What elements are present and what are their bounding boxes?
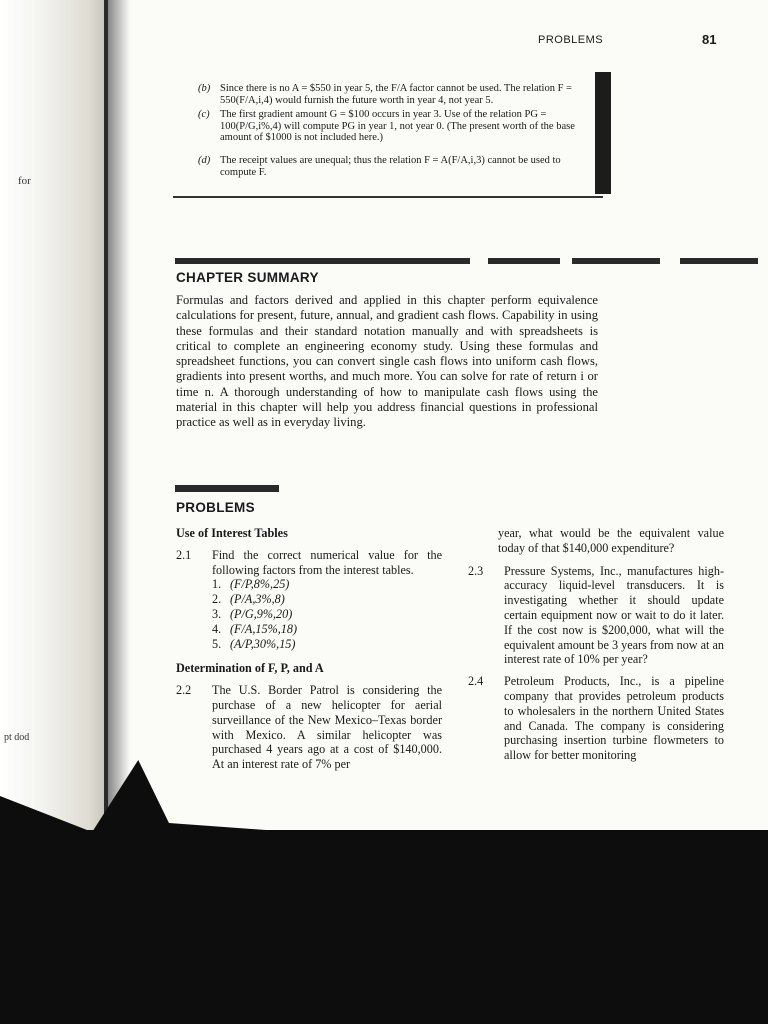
box-item-b <box>198 83 598 106</box>
page-number: 81 <box>702 32 717 47</box>
box-item-label: (d) <box>198 155 211 166</box>
problem-text: Find the correct numerical value for the following factors from the interest tables. <box>212 547 442 577</box>
list-number: 4. <box>212 621 222 636</box>
problem-text: The U.S. Border Patrol is considering the purchase of a new helicopter for aerial surveillance of the New Mexico–Texas border with Mexico. A similar helicopter was purchased 4 years ago at a cost of $140,000. At an interest rate of 7% per <box>212 683 442 772</box>
spine-shadow <box>108 0 130 830</box>
problem-2-4 <box>468 674 724 763</box>
factor-text: (P/G,9%,20) <box>230 606 293 621</box>
problem-number: 2.1 <box>176 547 192 562</box>
problems-heading: PROBLEMS <box>176 500 255 515</box>
subhead-interest-tables: Use of Interest Tables <box>176 526 288 540</box>
problems-left-column <box>176 526 442 779</box>
list-number: 5. <box>212 636 222 651</box>
factor-text: (F/A,15%,18) <box>230 621 298 636</box>
margin-note-top: for <box>18 175 31 187</box>
adjacent-page-margin <box>0 0 105 830</box>
box-item-text: Since there is no A = $550 in year 5, the F/A factor cannot be used. The relation F = 550(F/A,i,4) would furnish the future worth in year 4, not year 5. <box>220 83 572 106</box>
scan-black-border <box>0 830 768 1024</box>
problem-2-1 <box>176 548 442 652</box>
problem-2-3 <box>468 564 724 668</box>
problem-number: 2.3 <box>468 563 484 578</box>
box-item-text: The receipt values are unequal; thus the relation F = A(F/A,i,3) cannot be used to compute F. <box>220 155 561 178</box>
rule-break <box>660 258 680 264</box>
box-item-c <box>198 109 598 144</box>
margin-note-bottom: pt dod <box>4 732 30 743</box>
factor-text: (A/P,30%,15) <box>230 636 296 651</box>
rule-break <box>560 258 572 264</box>
factor-text: (F/P,8%,25) <box>230 577 290 592</box>
list-number: 3. <box>212 606 222 621</box>
list-item <box>212 622 442 637</box>
example-box-side-bar <box>595 72 611 194</box>
chapter-summary-heading: CHAPTER SUMMARY <box>176 270 319 285</box>
problem-number: 2.4 <box>468 674 484 689</box>
box-item-label: (b) <box>198 83 211 94</box>
factor-list <box>212 577 442 651</box>
running-head: PROBLEMS <box>538 34 604 46</box>
list-item <box>212 592 442 607</box>
problem-number: 2.2 <box>176 683 192 698</box>
chapter-summary-body: Formulas and factors derived and applied in this chapter perform equivalence calculations for present, future, annual, and gradient cash flows. Capability in using these formulas and their standard notation manually and with spreadsheets is critical to complete an engineering economy study. Using these formulas and spreadsheet functions, you can convert single cash flows into uniform cash flows, gradients into present worths, and much more. You can solve for rate of return i or time n. A thorough understanding of how to manipulate cash flows using the material in this chapter will help you address financial questions in professional practice as well as in everyday living. <box>176 293 598 430</box>
list-item <box>212 577 442 592</box>
list-item <box>212 637 442 652</box>
rule-break <box>470 258 488 264</box>
list-number: 2. <box>212 592 222 607</box>
box-item-label: (c) <box>198 109 210 120</box>
problems-right-column <box>468 526 724 770</box>
factor-text: (P/A,3%,8) <box>230 592 285 607</box>
box-item-d <box>198 155 598 178</box>
problems-rule <box>175 485 279 492</box>
list-number: 1. <box>212 577 222 592</box>
subhead-determination: Determination of F, P, and A <box>176 661 324 676</box>
example-solution-box <box>173 76 603 198</box>
problem-2-2 <box>176 683 442 772</box>
problem-text: Petroleum Products, Inc., is a pipeline company that provides petroleum products to wholesalers in the northern United States and Canada. The company is considering purchasing insertion turbine flowmeters to allow for better monitoring <box>504 674 724 763</box>
problem-text: Pressure Systems, Inc., manufactures high-accuracy liquid-level transducers. It is investigating whether it should update certain equipment now or wait to do it later. If the cost now is $200,000, what will the equivalent amount be 3 years from now at an interest rate of 10% per year? <box>504 563 724 667</box>
list-item <box>212 607 442 622</box>
problem-2-2-continued: year, what would be the equivalent value today of that $140,000 expenditure? <box>498 526 724 555</box>
box-item-text: The first gradient amount G = $100 occurs in year 3. Use of the relation PG = 100(P/G,i%,4) will compute PG in year 1, not year 0. (The present worth of the base amount of $1000 is not included here.) <box>220 109 575 143</box>
